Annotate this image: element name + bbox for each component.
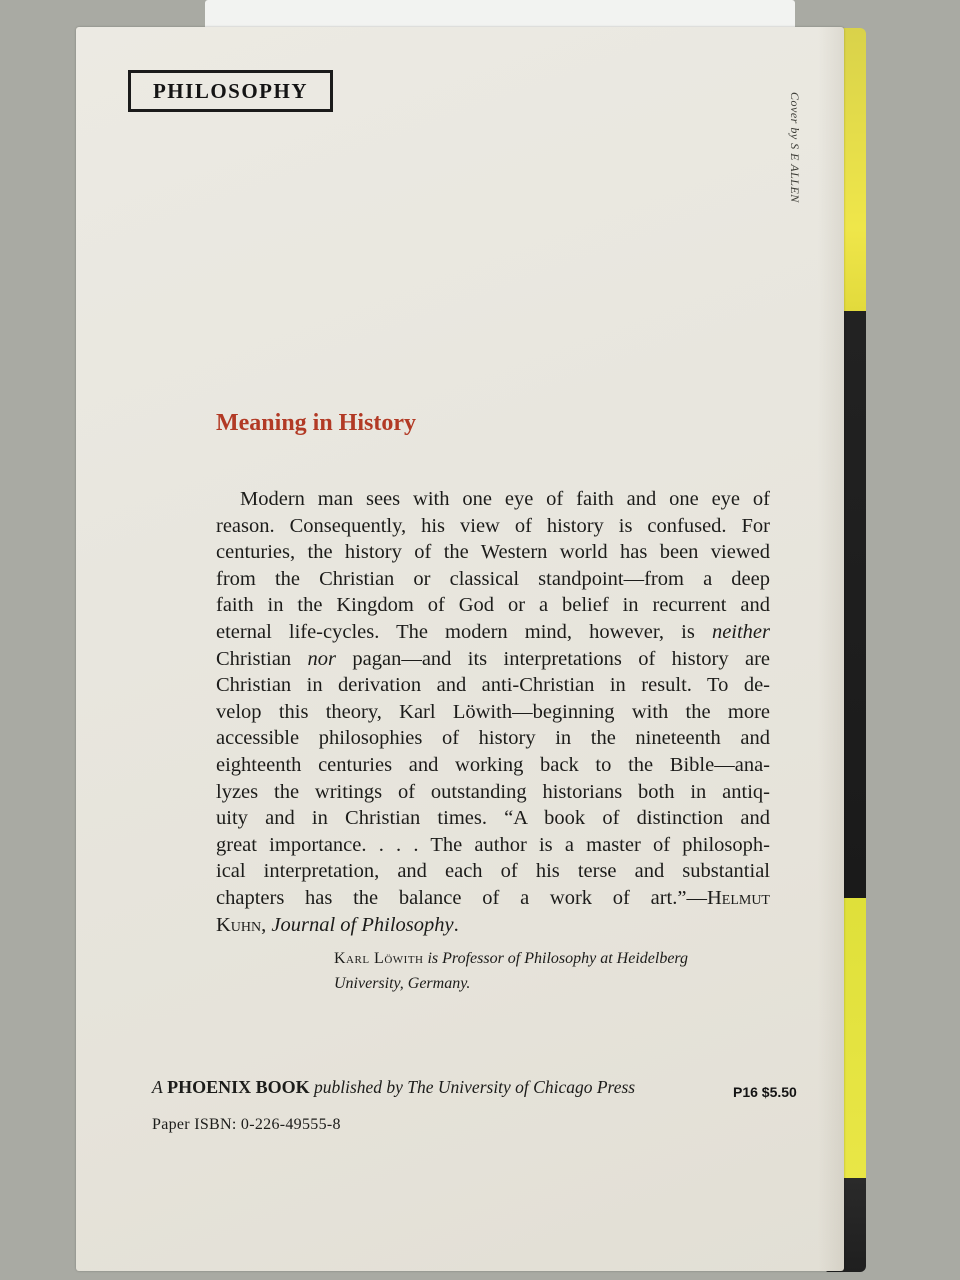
cover-credit: Cover by S E ALLEN: [788, 92, 802, 203]
description-line: from the Christian or classical standpoint—from a deep: [216, 567, 770, 590]
author-bio: [334, 946, 764, 996]
text-segment: pagan—and its interpretations of history are: [352, 647, 771, 670]
price-tag: P16 $5.50: [733, 1084, 797, 1100]
quote-author: Kuhn: [216, 913, 262, 936]
description-line: lyzes the writings of outstanding historians both in antiq-: [216, 780, 770, 803]
description-line: [216, 619, 770, 646]
background-paper: [205, 0, 795, 30]
text-segment: ,: [261, 913, 272, 936]
description-line: reason. Consequently, his view of history is confused. For: [216, 514, 770, 537]
description-line: eighteenth centuries and working back to the Bible—ana-: [216, 753, 770, 776]
author-bio-text: is Professor of Philosophy at Heidelberg: [423, 950, 689, 967]
description-line: accessible philosophies of history in the nineteenth and: [216, 727, 770, 750]
publisher-line: [152, 1077, 635, 1098]
isbn-label: Paper ISBN: 0-226-49555-8: [152, 1116, 341, 1133]
quote-source: Journal of Philosophy: [271, 913, 454, 936]
description-line: [216, 646, 770, 673]
description-line: centuries, the history of the Western world has been viewed: [216, 541, 770, 564]
text-segment: eternal life-cycles. The modern mind, however, is: [216, 620, 695, 643]
description-line: ical interpretation, and each of his terse and substantial: [216, 860, 770, 883]
description-line: great importance. . . . The author is a master of philosoph-: [216, 833, 770, 856]
emphasis-text: nor: [307, 647, 337, 670]
cover-edge-shadow: [818, 27, 844, 1271]
publisher-brand: PHOENIX BOOK: [167, 1077, 310, 1097]
description-line: uity and in Christian times. “A book of distinction and: [216, 807, 770, 830]
text-segment: chapters has the balance of a work of art.”—: [216, 886, 707, 909]
publisher-prefix: A: [152, 1077, 163, 1097]
book-title: Meaning in History: [216, 410, 417, 436]
publisher-text: published by The University of Chicago Press: [313, 1077, 636, 1097]
description-line: Christian in derivation and anti-Christian in result. To de-: [216, 674, 770, 697]
author-bio-text: University, Germany.: [334, 975, 471, 992]
description-line: faith in the Kingdom of God or a belief in recurrent and: [216, 594, 770, 617]
emphasis-text: neither: [711, 620, 771, 643]
description-line: velop this theory, Karl Löwith—beginning with the more: [216, 700, 770, 723]
quote-author: Helmut: [706, 886, 770, 909]
description-line: [216, 885, 770, 912]
description-line: Modern man sees with one eye of faith and one eye of: [240, 488, 770, 510]
text-segment: .: [453, 913, 459, 936]
category-badge: PHILOSOPHY: [128, 70, 333, 112]
author-name: Karl Löwith: [334, 950, 424, 967]
description-line: [216, 912, 770, 939]
description-text: [216, 486, 770, 938]
text-segment: Christian: [216, 647, 292, 670]
